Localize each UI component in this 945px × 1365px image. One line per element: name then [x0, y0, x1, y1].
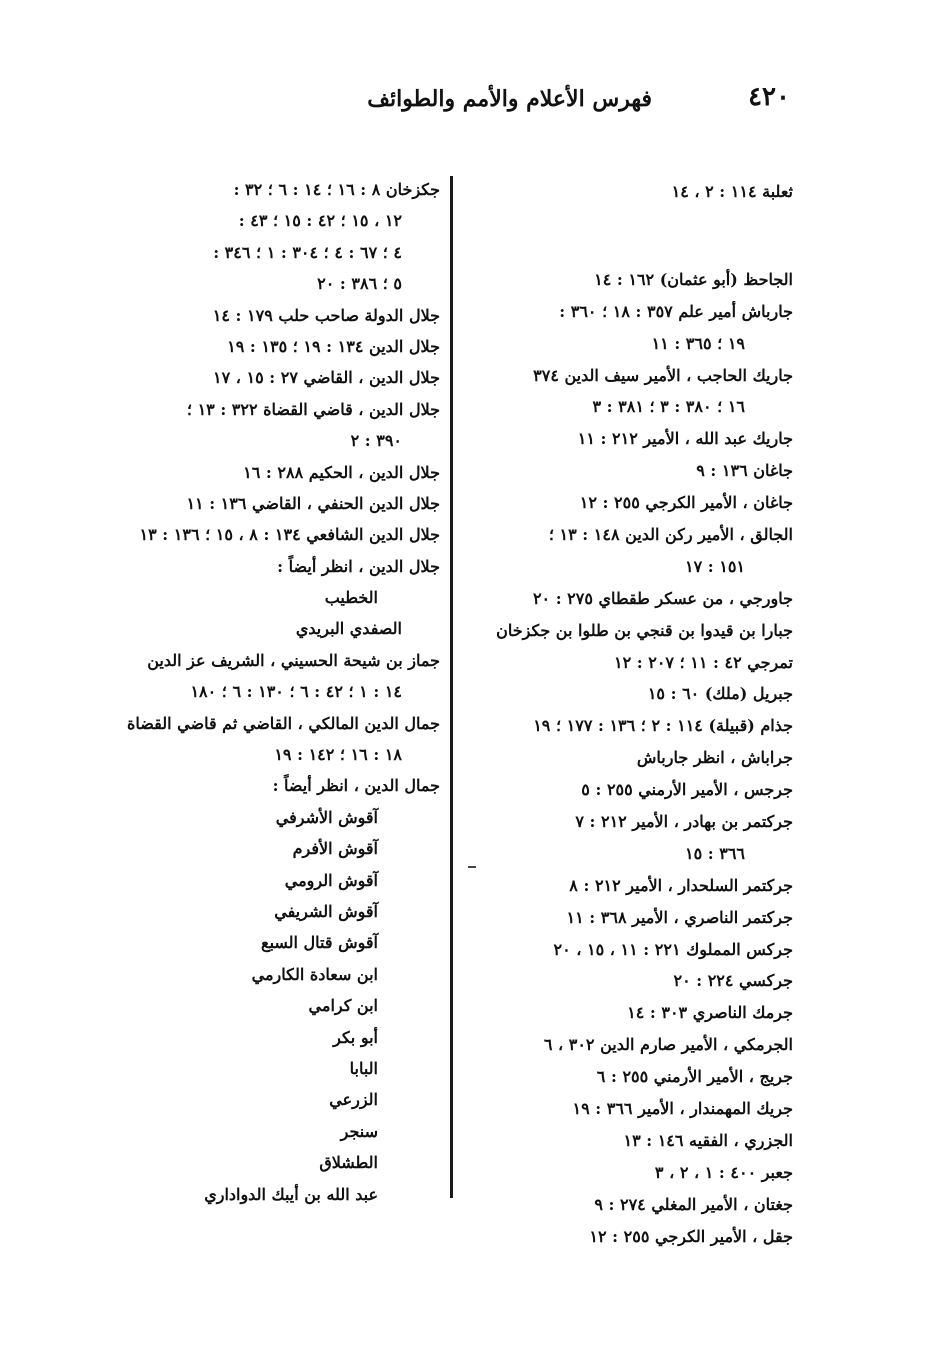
index-entry-continuation: ١٦ ؛ ٣٨٠ : ٣ ؛ ٣٨١ : ٣ [592, 397, 745, 417]
index-entry: جلال الدولة صاحب حلب ١٧٩ : ١٤ [212, 305, 440, 325]
index-entry-continuation: ١٨ : ١٦ ؛ ١٤٢ : ١٩ [274, 745, 402, 765]
index-see-also-item: ابن سعادة الكارمي [251, 964, 378, 984]
index-entry: جريج ، الأمير الأرمني ٢٥٥ : ٦ [596, 1067, 793, 1087]
page-number: ٤٢٠ [748, 82, 790, 112]
index-see-also-item: آقوش الشريفي [274, 901, 378, 921]
index-see-also-item: آقوش الأفرم [292, 839, 378, 859]
index-entry: جلال الدين ، قاضي القضاة ٣٢٢ : ١٣ ؛ [186, 399, 440, 419]
index-see-also-item: آقوش قتال السبع [261, 933, 378, 953]
index-entry: جماز بن شيحة الحسيني ، الشريف عز الدين [147, 650, 440, 670]
index-entry-continuation: ١٤ : ١ ؛ ٤٢ : ٦ ؛ ١٣٠ : ٦ ؛ ١٨٠ [190, 682, 402, 702]
index-entry: جركتمر الناصري ، الأمير ٣٦٨ : ١١ [566, 907, 793, 927]
index-entry-continuation: ١٥١ : ١٧ [684, 556, 745, 576]
index-entry: جرمك الناصري ٣٠٣ : ١٤ [627, 1003, 793, 1023]
index-entry-continuation: ١٩ ؛ ٣٦٥ : ١١ [651, 333, 745, 353]
index-see-also-item: ابن كرامي [308, 996, 378, 1016]
index-see-also-item: البابا [349, 1058, 378, 1078]
index-column-right [463, 176, 793, 1253]
index-entry: جلال الدين ، الحكيم ٢٨٨ : ١٦ [243, 462, 440, 482]
index-entry: جاريك الحاجب ، الأمير سيف الدين ٣٧٤ [533, 365, 793, 385]
index-see-also-item: سنجر [340, 1121, 378, 1141]
index-entry: جارباش أمير علم ٣٥٧ : ١٨ ؛ ٣٦٠ : [559, 301, 793, 321]
index-see-also-item: الصفدي البريدي [295, 619, 402, 639]
index-entry: تمرجي ٤٢ : ١١ ؛ ٢٠٧ : ١٢ [614, 652, 793, 672]
index-entry: جمال الدين المالكي ، القاضي ثم قاضي القضاة [127, 713, 440, 733]
index-entry-continuation: ٣٦٦ : ١٥ [684, 843, 745, 863]
index-entry: جغتان ، الأمير المغلي ٢٧٤ : ٩ [594, 1194, 793, 1214]
index-entry: جبريل (ملك) ٦٠ : ١٥ [647, 684, 793, 704]
index-entry: جركتمر بن بهادر ، الأمير ٢١٢ : ٧ [575, 812, 793, 832]
index-see-also-item: الخطيب [324, 588, 378, 608]
page-title: فهرس الأعلام والأمم والطوائف [367, 86, 652, 112]
index-entry: الجزري ، الفقيه ١٤٦ : ١٣ [623, 1130, 793, 1150]
index-entry: جاغان ، الأمير الكرجي ٢٥٥ : ١٢ [579, 493, 793, 513]
index-see-also-item: آقوش الأشرفي [275, 807, 378, 827]
index-entry: جلال الدين الشافعي ١٣٤ : ٨ ، ١٥ ؛ ١٣٦ : ١٣ [139, 525, 440, 545]
index-entry: ثعلبة ١١٤ : ٢ ، ١٤ [671, 182, 793, 201]
index-entry: جلال الدين ، القاضي ٢٧ : ١٥ ، ١٧ [213, 368, 440, 388]
index-entry: جقل ، الأمير الكرجي ٢٥٥ : ١٢ [589, 1226, 793, 1246]
index-entry: جراباش ، انظر جارباش [636, 748, 793, 768]
index-entry-continuation: ٣٩٠ : ٢ [350, 431, 402, 451]
index-see-also-item: آقوش الرومي [284, 870, 378, 890]
index-entry: جلال الدين ١٣٤ : ١٩ ؛ ١٣٥ : ١٩ [227, 336, 440, 356]
index-see-also-item: الزرعي [329, 1090, 378, 1110]
index-entry-continuation: ٤ ؛ ٦٧ : ٤ ؛ ٣٠٤ : ١ ؛ ٣٤٦ : [213, 242, 402, 262]
index-entry: الجالق ، الأمير ركن الدين ١٤٨ : ١٣ ؛ [548, 525, 793, 545]
page-header [350, 82, 790, 118]
index-entry: الجرمكي ، الأمير صارم الدين ٣٠٢ ، ٦ [543, 1035, 793, 1055]
index-see-also-item: الطشلاق [319, 1153, 378, 1173]
index-entry-continuation: ١٢ ، ١٥ ؛ ٤٢ : ١٥ ؛ ٤٣ : [238, 211, 402, 231]
index-entry-continuation: ٥ ؛ ٣٨٦ : ٢٠ [317, 274, 402, 294]
index-entry: جعبر ٤٠٠ : ١ ، ٢ ، ٣ [654, 1162, 793, 1182]
index-entry: جرجس ، الأمير الأرمني ٢٥٥ : ٥ [581, 780, 793, 800]
index-entry: جركس المملوك ٢٢١ : ١١ ، ١٥ ، ٢٠ [553, 939, 793, 959]
entry-gap [463, 208, 793, 264]
index-entry: جركتمر السلحدار ، الأمير ٢١٢ : ٨ [569, 875, 793, 895]
index-entry: جبارا بن قيدوا بن قنجي بن طلوا بن جكزخان [496, 620, 793, 640]
column-divider [450, 176, 453, 1198]
index-entry: جكزخان ٨ : ١٦ ؛ ١٤ : ٦ ؛ ٣٢ : [233, 180, 440, 199]
index-column-left [120, 174, 440, 1210]
index-entry: جركسي ٢٢٤ : ٢٠ [673, 971, 793, 991]
index-entry: جريك المهمندار ، الأمير ٣٦٦ : ١٩ [572, 1099, 793, 1119]
index-entry: جاغان ١٣٦ : ٩ [696, 461, 793, 481]
index-entry: الجاحظ (أبو عثمان) ١٦٢ : ١٤ [594, 269, 793, 289]
index-see-also-item: عبد الله بن أيبك الدواداري [204, 1184, 378, 1204]
index-entry: جلال الدين ، انظر أيضاً : [277, 556, 440, 576]
index-entry: جاريك عبد الله ، الأمير ٢١٢ : ١١ [577, 429, 793, 449]
index-entry: جاورجي ، من عسكر طقطاي ٢٧٥ : ٢٠ [532, 588, 793, 608]
index-entry: جلال الدين الحنفي ، القاضي ١٣٦ : ١١ [186, 493, 440, 513]
index-see-also-item: أبو بكر [333, 1027, 378, 1047]
index-entry: جمال الدين ، انظر أيضاً : [272, 776, 440, 796]
divider-mark [468, 866, 476, 868]
index-entry: جذام (قبيلة) ١١٤ : ٢ ؛ ١٣٦ : ١٧٧ ؛ ١٩ [533, 716, 793, 736]
